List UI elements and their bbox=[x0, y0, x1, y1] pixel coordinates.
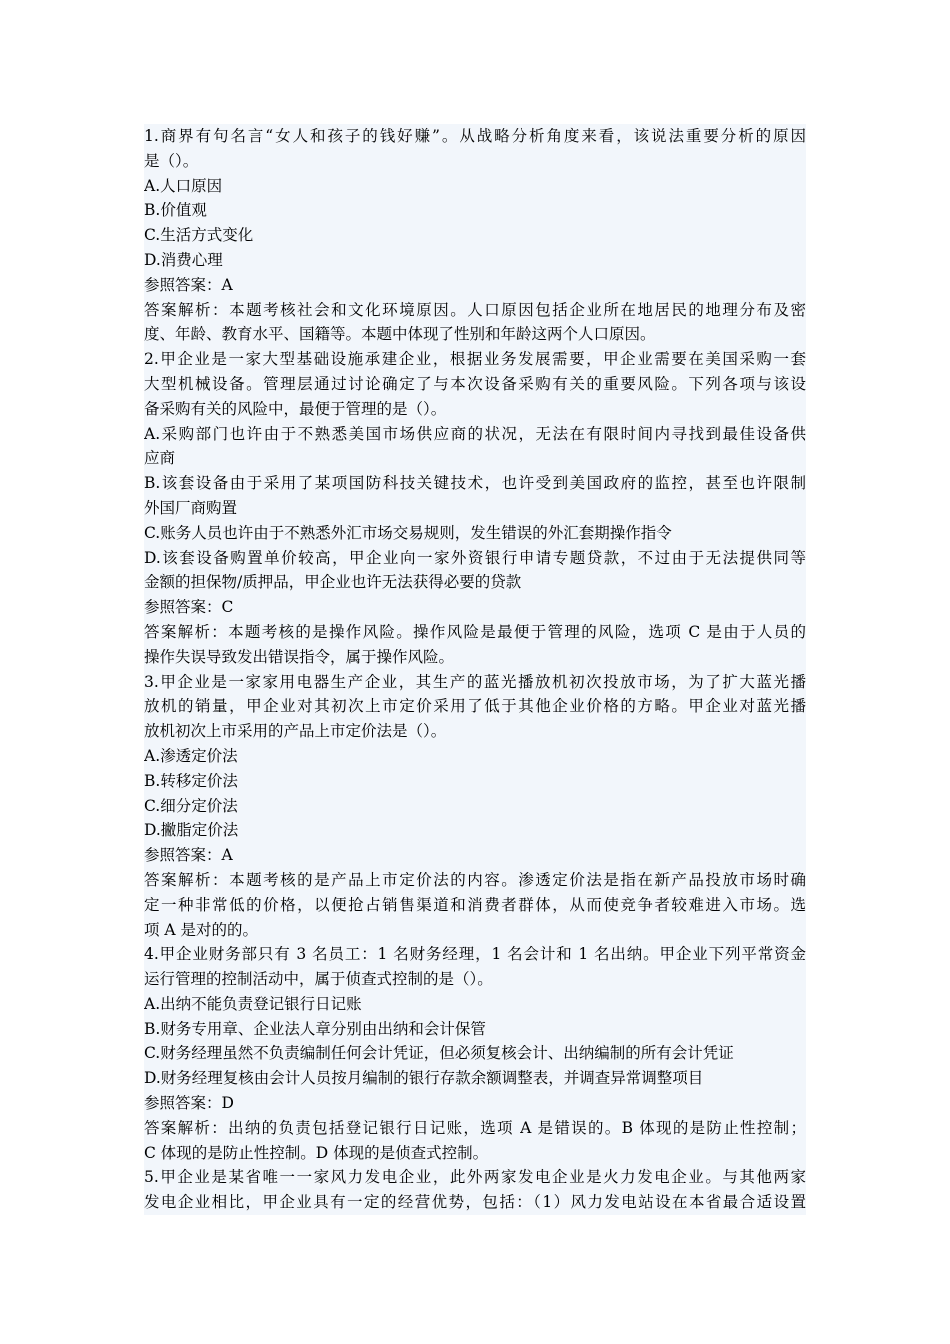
option-b: B.该套设备由于采用了某项国防科技关键技术，也许受到美国政府的监控，甚至也许限制 bbox=[144, 474, 806, 493]
reference-answer: 参照答案：A bbox=[144, 275, 233, 294]
question-3 bbox=[144, 670, 806, 943]
option-b: 外国厂商购置 bbox=[144, 498, 238, 517]
answer-analysis: 操作失误导致发出错误指令，属于操作风险。 bbox=[144, 647, 455, 666]
answer-analysis: 度、年龄、教育水平、国籍等。本题中体现了性别和年龄这两个人口原因。 bbox=[144, 325, 656, 344]
question-4 bbox=[144, 942, 806, 1165]
option-c: C.生活方式变化 bbox=[144, 226, 254, 245]
option-b: B.价值观 bbox=[144, 201, 207, 220]
reference-answer: 参照答案：A bbox=[144, 846, 233, 865]
option-d: D.财务经理复核由会计人员按月编制的银行存款余额调整表，并调查异常调整项目 bbox=[144, 1069, 704, 1088]
option-d: D.消费心理 bbox=[144, 250, 223, 269]
option-d: D.该套设备购置单价较高，甲企业向一家外资银行申请专题贷款，不过由于无法提供同等 bbox=[144, 548, 806, 567]
question-stem: 放机的销量，甲企业对其初次上市定价采用了低于其他企业价格的方略。甲企业对蓝光播 bbox=[144, 697, 806, 716]
option-c: C.财务经理虽然不负责编制任何会计凭证，但必须复核会计、出纳编制的所有会计凭证 bbox=[144, 1044, 734, 1063]
question-stem: 3.甲企业是一家家用电器生产企业，其生产的蓝光播放机初次投放市场，为了扩大蓝光播 bbox=[144, 672, 806, 691]
question-stem: 备采购有关的风险中，最便于管理的是（）。 bbox=[144, 399, 447, 418]
reference-answer: 参照答案：D bbox=[144, 1094, 234, 1113]
question-5 bbox=[144, 1165, 806, 1215]
option-a: 应商 bbox=[144, 449, 176, 468]
option-b: B.财务专用章、企业法人章分别由出纳和会计保管 bbox=[144, 1019, 486, 1038]
question-1 bbox=[144, 124, 806, 347]
reference-answer: 参照答案：C bbox=[144, 598, 234, 617]
question-stem: 1.商界有句名言“女人和孩子的钱好赚”。从战略分析角度来看，该说法重要分析的原因 bbox=[144, 127, 806, 145]
document-page bbox=[144, 124, 806, 1215]
option-a: A.出纳不能负责登记银行日记账 bbox=[144, 994, 362, 1013]
question-stem: 是（）。 bbox=[144, 151, 199, 170]
question-stem: 2.甲企业是一家大型基础设施承建企业，根据业务发展需要，甲企业需要在美国采购一套 bbox=[144, 350, 806, 369]
answer-analysis: 答案解析：本题考核的是操作风险。操作风险是最便于管理的风险，选项 C 是由于人员的 bbox=[144, 622, 806, 641]
question-stem: 放机初次上市采用的产品上市定价法是（）。 bbox=[144, 722, 447, 741]
answer-analysis: 答案解析：出纳的负责包括登记银行日记账，选项 A 是错误的。B 体现的是防止性控制； bbox=[144, 1118, 806, 1137]
question-stem: 发电企业相比，甲企业具有一定的经营优势，包括：（1）风力发电站设在本省最合适设置 bbox=[144, 1193, 806, 1212]
answer-analysis: 定一种非常低的价格，以便抢占销售渠道和消费者群体，从而使竞争者较难进入市场。选 bbox=[144, 895, 806, 914]
option-b: B.转移定价法 bbox=[144, 771, 238, 790]
answer-analysis: 答案解析：本题考核的是产品上市定价法的内容。渗透定价法是指在新产品投放市场时确 bbox=[144, 870, 806, 889]
option-c: C.细分定价法 bbox=[144, 796, 238, 815]
option-d: 金额的担保物/质押品，甲企业也许无法获得必要的贷款 bbox=[144, 573, 522, 592]
option-d: D.撇脂定价法 bbox=[144, 821, 239, 840]
question-stem: 5.甲企业是某省唯一一家风力发电企业，此外两家发电企业是火力发电企业。与其他两家 bbox=[144, 1168, 806, 1187]
answer-analysis: 项 A 是对的的。 bbox=[144, 920, 259, 939]
option-a: A.人口原因 bbox=[144, 176, 223, 195]
question-stem: 运行管理的控制活动中，属于侦查式控制的是（）。 bbox=[144, 970, 493, 989]
option-a: A.渗透定价法 bbox=[144, 746, 238, 765]
option-c: C.账务人员也许由于不熟悉外汇市场交易规则，发生错误的外汇套期操作指令 bbox=[144, 523, 672, 542]
question-stem: 4.甲企业财务部只有 3 名员工：1 名财务经理，1 名会计和 1 名出纳。甲企业下列平常资金 bbox=[144, 945, 806, 964]
option-a: A.采购部门也许由于不熟悉美国市场供应商的状况，无法在有限时间内寻找到最佳设备供 bbox=[144, 424, 806, 443]
question-stem: 大型机械设备。管理层通过讨论确定了与本次设备采购有关的重要风险。下列各项与该设 bbox=[144, 374, 806, 393]
question-2 bbox=[144, 347, 806, 669]
answer-analysis: C 体现的是防止性控制。D 体现的是侦查式控制。 bbox=[144, 1143, 489, 1162]
answer-analysis: 答案解析：本题考核社会和文化环境原因。人口原因包括企业所在地居民的地理分布及密 bbox=[144, 300, 806, 319]
